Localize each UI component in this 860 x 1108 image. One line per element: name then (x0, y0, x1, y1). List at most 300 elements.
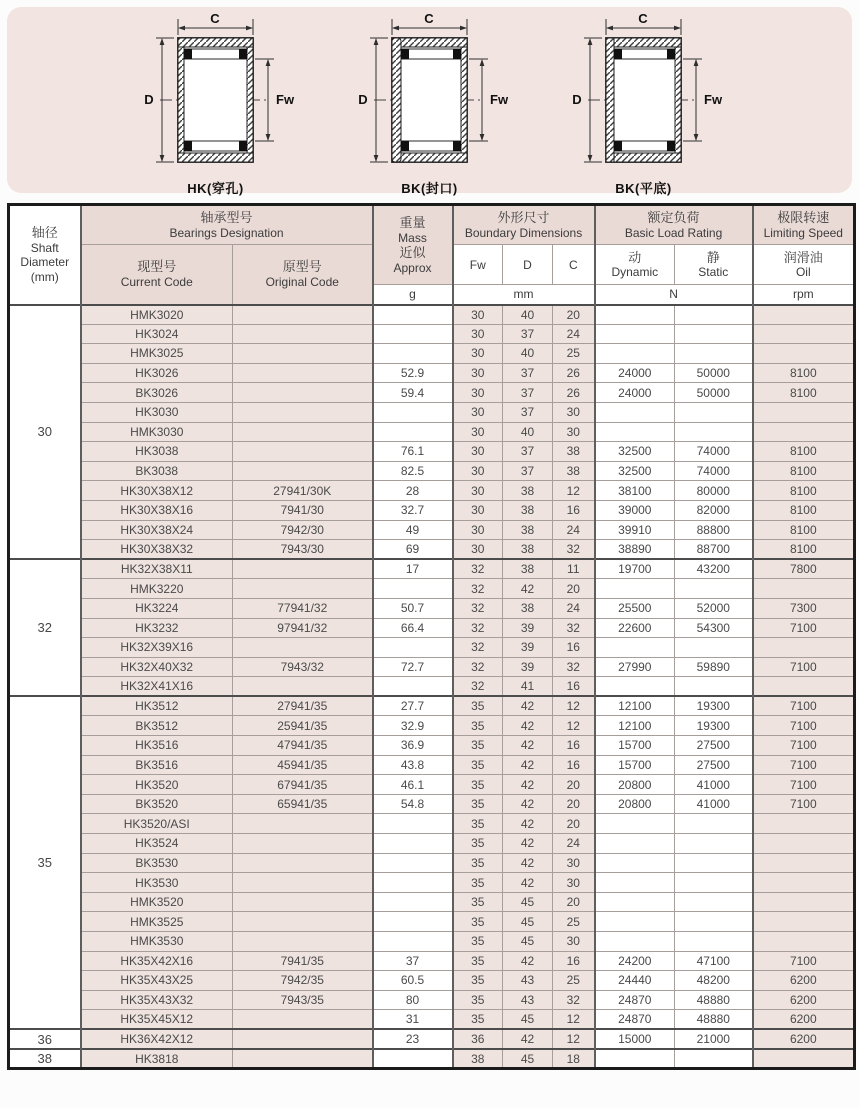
cell-original (233, 638, 373, 658)
cell-stat (675, 834, 753, 854)
cell-fw: 30 (453, 500, 503, 520)
cell-fw: 38 (453, 1049, 503, 1069)
cell-dyn (595, 579, 675, 599)
cell-original: 27941/30K (233, 481, 373, 501)
cell-stat: 19300 (675, 716, 753, 736)
cell-c: 20 (553, 775, 595, 795)
cell-oil: 7800 (753, 559, 855, 579)
cell-fw: 35 (453, 834, 503, 854)
cell-d: 40 (503, 344, 553, 364)
cell-current: HK35X45X12 (81, 1010, 233, 1030)
dim-label-fw: Fw (703, 92, 722, 107)
table-row (9, 324, 855, 344)
cell-dyn: 24200 (595, 951, 675, 971)
cell-current: BK3530 (81, 853, 233, 873)
cell-d: 42 (503, 853, 553, 873)
cell-c: 20 (553, 579, 595, 599)
cell-original: 25941/35 (233, 716, 373, 736)
cell-original: 47941/35 (233, 736, 373, 756)
cell-c: 20 (553, 794, 595, 814)
dim-label-fw: Fw (275, 92, 294, 107)
cell-fw: 35 (453, 736, 503, 756)
table-row (9, 402, 855, 422)
cell-dyn (595, 677, 675, 697)
cell-oil (753, 305, 855, 325)
header-dynamic: 动 Dynamic (595, 245, 675, 285)
cell-d: 38 (503, 481, 553, 501)
cell-stat: 88700 (675, 540, 753, 560)
table-row (9, 775, 855, 795)
cell-oil (753, 638, 855, 658)
cell-c: 24 (553, 598, 595, 618)
cell-original (233, 932, 373, 952)
cell-fw: 35 (453, 853, 503, 873)
cell-c: 30 (553, 873, 595, 893)
table-row (9, 1010, 855, 1030)
cell-fw: 35 (453, 971, 503, 991)
table-row (9, 932, 855, 952)
cell-c: 24 (553, 324, 595, 344)
cell-current: HK36X42X12 (81, 1029, 233, 1049)
cell-d: 38 (503, 520, 553, 540)
cell-current: HK3224 (81, 598, 233, 618)
cell-dyn: 24870 (595, 990, 675, 1010)
table-row (9, 618, 855, 638)
cell-current: BK3026 (81, 383, 233, 403)
cell-original: 7941/30 (233, 500, 373, 520)
table-row (9, 853, 855, 873)
cell-d: 40 (503, 305, 553, 325)
table-row (9, 520, 855, 540)
diagram-panel (7, 7, 852, 196)
header-mass: 重量 Mass 近似 Approx (373, 205, 453, 285)
cell-oil: 8100 (753, 481, 855, 501)
cell-oil: 7100 (753, 951, 855, 971)
cell-oil: 7100 (753, 755, 855, 775)
table-row (9, 1049, 855, 1069)
cell-fw: 35 (453, 951, 503, 971)
cell-dyn: 27990 (595, 657, 675, 677)
cell-dyn: 15700 (595, 736, 675, 756)
cell-fw: 30 (453, 324, 503, 344)
cell-fw: 30 (453, 344, 503, 364)
cell-dyn (595, 638, 675, 658)
cell-mass: 72.7 (373, 657, 453, 677)
cell-mass (373, 814, 453, 834)
cell-current: HK3524 (81, 834, 233, 854)
cell-oil: 7100 (753, 618, 855, 638)
cell-current: BK3038 (81, 461, 233, 481)
cell-c: 24 (553, 834, 595, 854)
header-unit-rpm: rpm (753, 285, 855, 305)
cell-mass (373, 579, 453, 599)
cell-mass: 46.1 (373, 775, 453, 795)
cell-c: 25 (553, 971, 595, 991)
cell-original: 7943/35 (233, 990, 373, 1010)
cell-c: 20 (553, 892, 595, 912)
table-row (9, 794, 855, 814)
cell-stat (675, 638, 753, 658)
bearing-diagram-hk (116, 12, 316, 196)
cell-d: 39 (503, 618, 553, 638)
dim-label-c: C (423, 12, 434, 26)
cell-dyn (595, 305, 675, 325)
cell-stat (675, 912, 753, 932)
cell-d: 37 (503, 442, 553, 462)
cell-d: 42 (503, 873, 553, 893)
cell-d: 42 (503, 755, 553, 775)
cell-dyn: 38890 (595, 540, 675, 560)
cell-dyn (595, 873, 675, 893)
header-c: C (553, 245, 595, 285)
cell-mass: 59.4 (373, 383, 453, 403)
cell-mass: 28 (373, 481, 453, 501)
cell-dyn: 24440 (595, 971, 675, 991)
cell-fw: 32 (453, 559, 503, 579)
cell-oil (753, 422, 855, 442)
cell-c: 16 (553, 736, 595, 756)
table-row (9, 814, 855, 834)
cell-mass (373, 344, 453, 364)
cell-mass (373, 853, 453, 873)
cell-current: HMK3025 (81, 344, 233, 364)
cell-original: 7942/35 (233, 971, 373, 991)
cell-fw: 35 (453, 775, 503, 795)
cell-stat (675, 579, 753, 599)
cell-d: 38 (503, 598, 553, 618)
cell-d: 45 (503, 912, 553, 932)
cell-stat (675, 814, 753, 834)
dim-label-d: D (571, 92, 582, 107)
cell-dyn: 22600 (595, 618, 675, 638)
cell-stat (675, 402, 753, 422)
cell-c: 12 (553, 1029, 595, 1049)
dim-label-d: D (357, 92, 368, 107)
cell-dyn: 12100 (595, 696, 675, 716)
cell-original: 45941/35 (233, 755, 373, 775)
cell-stat (675, 932, 753, 952)
table-row (9, 500, 855, 520)
cell-d: 37 (503, 324, 553, 344)
cell-stat: 80000 (675, 481, 753, 501)
cell-current: HK3024 (81, 324, 233, 344)
cell-dyn (595, 344, 675, 364)
table-row (9, 559, 855, 579)
cell-oil: 7100 (753, 657, 855, 677)
cell-current: HMK3525 (81, 912, 233, 932)
cell-stat (675, 1049, 753, 1069)
cell-current: HMK3520 (81, 892, 233, 912)
cell-stat: 47100 (675, 951, 753, 971)
cell-stat: 21000 (675, 1029, 753, 1049)
header-oil: 润滑油 Oil (753, 245, 855, 285)
cell-current: HK35X43X25 (81, 971, 233, 991)
header-basic-load-rating: 额定负荷 Basic Load Rating (595, 205, 753, 245)
cell-oil: 7100 (753, 736, 855, 756)
cell-mass: 52.9 (373, 363, 453, 383)
cell-oil (753, 579, 855, 599)
cell-oil: 8100 (753, 383, 855, 403)
table-row (9, 481, 855, 501)
table-row (9, 990, 855, 1010)
cell-mass (373, 873, 453, 893)
cell-dyn: 19700 (595, 559, 675, 579)
dim-label-c: C (637, 12, 648, 26)
cell-fw: 30 (453, 402, 503, 422)
closed-end-wall (392, 38, 401, 162)
cell-d: 39 (503, 638, 553, 658)
cell-oil: 6200 (753, 1010, 855, 1030)
cell-oil: 8100 (753, 540, 855, 560)
cell-d: 42 (503, 579, 553, 599)
header-bearings-designation: 轴承型号 Bearings Designation (81, 205, 373, 245)
cell-d: 42 (503, 736, 553, 756)
cell-oil: 8100 (753, 442, 855, 462)
cell-shaft-diameter: 32 (9, 559, 81, 696)
table-body (9, 305, 855, 1069)
cell-stat (675, 873, 753, 893)
cell-current: HK30X38X32 (81, 540, 233, 560)
cell-oil: 7100 (753, 716, 855, 736)
shell-left-wall (178, 47, 184, 153)
cell-oil: 8100 (753, 500, 855, 520)
cell-fw: 30 (453, 383, 503, 403)
cell-stat (675, 344, 753, 364)
bearing-diagram-bk-closed (330, 12, 530, 196)
cell-original (233, 402, 373, 422)
cell-shaft-diameter: 30 (9, 305, 81, 560)
cell-original: 7942/30 (233, 520, 373, 540)
cell-d: 40 (503, 422, 553, 442)
cell-d: 37 (503, 363, 553, 383)
cell-oil (753, 932, 855, 952)
header-current-code: 现型号 Current Code (81, 245, 233, 305)
cell-d: 45 (503, 1049, 553, 1069)
cell-c: 26 (553, 363, 595, 383)
bearing-cross-section-bk-flat (544, 12, 744, 172)
cell-original (233, 873, 373, 893)
cell-mass: 49 (373, 520, 453, 540)
cell-mass: 27.7 (373, 696, 453, 716)
cell-dyn (595, 853, 675, 873)
cell-oil (753, 873, 855, 893)
cell-current: HMK3220 (81, 579, 233, 599)
cell-dyn (595, 422, 675, 442)
cell-fw: 32 (453, 598, 503, 618)
cell-mass: 82.5 (373, 461, 453, 481)
cell-original (233, 461, 373, 481)
table-row (9, 892, 855, 912)
cell-c: 25 (553, 344, 595, 364)
table-row (9, 383, 855, 403)
cell-mass (373, 638, 453, 658)
header-d: D (503, 245, 553, 285)
cell-stat: 19300 (675, 696, 753, 716)
cell-mass: 69 (373, 540, 453, 560)
table-row (9, 1029, 855, 1049)
cell-oil: 7100 (753, 775, 855, 795)
cell-original (233, 1010, 373, 1030)
cell-original (233, 834, 373, 854)
cell-dyn (595, 912, 675, 932)
cell-dyn (595, 892, 675, 912)
cell-fw: 35 (453, 892, 503, 912)
cell-c: 30 (553, 932, 595, 952)
cell-mass (373, 324, 453, 344)
cell-stat (675, 324, 753, 344)
cell-stat: 27500 (675, 736, 753, 756)
cell-current: HK32X38X11 (81, 559, 233, 579)
cell-current: HK35X43X32 (81, 990, 233, 1010)
shell-right-wall (247, 47, 253, 153)
cell-d: 42 (503, 696, 553, 716)
table-row (9, 344, 855, 364)
cell-d: 42 (503, 814, 553, 834)
cell-mass (373, 305, 453, 325)
cell-fw: 35 (453, 696, 503, 716)
cell-original: 27941/35 (233, 696, 373, 716)
cell-oil: 8100 (753, 363, 855, 383)
cell-current: HK3530 (81, 873, 233, 893)
cell-stat (675, 677, 753, 697)
cell-stat: 48880 (675, 1010, 753, 1030)
cell-dyn: 24000 (595, 383, 675, 403)
cell-oil (753, 324, 855, 344)
cell-c: 30 (553, 853, 595, 873)
cell-c: 38 (553, 461, 595, 481)
cell-mass: 37 (373, 951, 453, 971)
cell-dyn: 32500 (595, 461, 675, 481)
cell-current: HK30X38X12 (81, 481, 233, 501)
cell-current: HK3520 (81, 775, 233, 795)
cell-original (233, 442, 373, 462)
cell-c: 32 (553, 990, 595, 1010)
cell-mass (373, 1049, 453, 1069)
cell-fw: 36 (453, 1029, 503, 1049)
cell-current: HMK3530 (81, 932, 233, 952)
cell-stat: 74000 (675, 442, 753, 462)
cell-stat: 88800 (675, 520, 753, 540)
cell-c: 20 (553, 814, 595, 834)
table-row (9, 677, 855, 697)
cell-fw: 30 (453, 305, 503, 325)
cell-mass: 66.4 (373, 618, 453, 638)
table-row (9, 657, 855, 677)
cell-mass (373, 677, 453, 697)
flat-end-wall (606, 38, 614, 162)
cell-dyn (595, 834, 675, 854)
cell-original (233, 363, 373, 383)
cell-c: 32 (553, 657, 595, 677)
cell-oil (753, 344, 855, 364)
cell-d: 41 (503, 677, 553, 697)
cell-c: 16 (553, 677, 595, 697)
cell-original (233, 892, 373, 912)
cell-c: 16 (553, 500, 595, 520)
cell-c: 30 (553, 422, 595, 442)
header-shaft-diameter: 轴径 Shaft Diameter (mm) (9, 205, 81, 305)
cell-fw: 35 (453, 912, 503, 932)
cell-dyn: 20800 (595, 794, 675, 814)
cell-fw: 32 (453, 638, 503, 658)
table-row (9, 912, 855, 932)
cell-oil: 6200 (753, 971, 855, 991)
cell-original: 67941/35 (233, 775, 373, 795)
cell-oil (753, 1049, 855, 1069)
cell-mass (373, 932, 453, 952)
cell-d: 42 (503, 716, 553, 736)
cell-d: 37 (503, 383, 553, 403)
cell-oil (753, 853, 855, 873)
cell-mass: 17 (373, 559, 453, 579)
cell-d: 37 (503, 402, 553, 422)
cell-stat: 48880 (675, 990, 753, 1010)
cell-oil (753, 892, 855, 912)
cell-stat: 82000 (675, 500, 753, 520)
cell-current: HK3516 (81, 736, 233, 756)
dim-label-c: C (209, 12, 220, 26)
cell-fw: 35 (453, 814, 503, 834)
cell-stat: 59890 (675, 657, 753, 677)
cell-stat (675, 422, 753, 442)
cell-d: 45 (503, 1010, 553, 1030)
cell-current: HK30X38X16 (81, 500, 233, 520)
cell-oil: 6200 (753, 1029, 855, 1049)
cell-d: 38 (503, 500, 553, 520)
cell-original: 65941/35 (233, 794, 373, 814)
cell-c: 25 (553, 912, 595, 932)
cell-dyn (595, 814, 675, 834)
cell-c: 32 (553, 540, 595, 560)
table-row (9, 442, 855, 462)
cell-stat: 50000 (675, 363, 753, 383)
cell-dyn: 39910 (595, 520, 675, 540)
cell-fw: 30 (453, 461, 503, 481)
cell-mass (373, 422, 453, 442)
table-row (9, 696, 855, 716)
table-header (9, 205, 855, 305)
cell-original (233, 305, 373, 325)
cell-fw: 30 (453, 363, 503, 383)
cell-original: 7941/35 (233, 951, 373, 971)
header-boundary-dimensions: 外形尺寸 Boundary Dimensions (453, 205, 595, 245)
shell-bottom-wall (178, 153, 253, 162)
cell-mass: 76.1 (373, 442, 453, 462)
cell-mass: 36.9 (373, 736, 453, 756)
header-unit-mm: mm (453, 285, 595, 305)
cell-original (233, 677, 373, 697)
cell-mass: 32.9 (373, 716, 453, 736)
table-row (9, 461, 855, 481)
table-row (9, 579, 855, 599)
cell-dyn: 12100 (595, 716, 675, 736)
cell-oil: 7100 (753, 696, 855, 716)
cell-fw: 35 (453, 716, 503, 736)
table-row (9, 971, 855, 991)
cell-original (233, 912, 373, 932)
cell-oil (753, 814, 855, 834)
cell-c: 26 (553, 383, 595, 403)
cell-stat: 50000 (675, 383, 753, 403)
cell-fw: 32 (453, 677, 503, 697)
cell-shaft-diameter: 35 (9, 696, 81, 1029)
cell-stat (675, 853, 753, 873)
cell-dyn (595, 1049, 675, 1069)
cell-d: 45 (503, 892, 553, 912)
cell-original (233, 344, 373, 364)
header-unit-g: g (373, 285, 453, 305)
cell-oil: 8100 (753, 461, 855, 481)
